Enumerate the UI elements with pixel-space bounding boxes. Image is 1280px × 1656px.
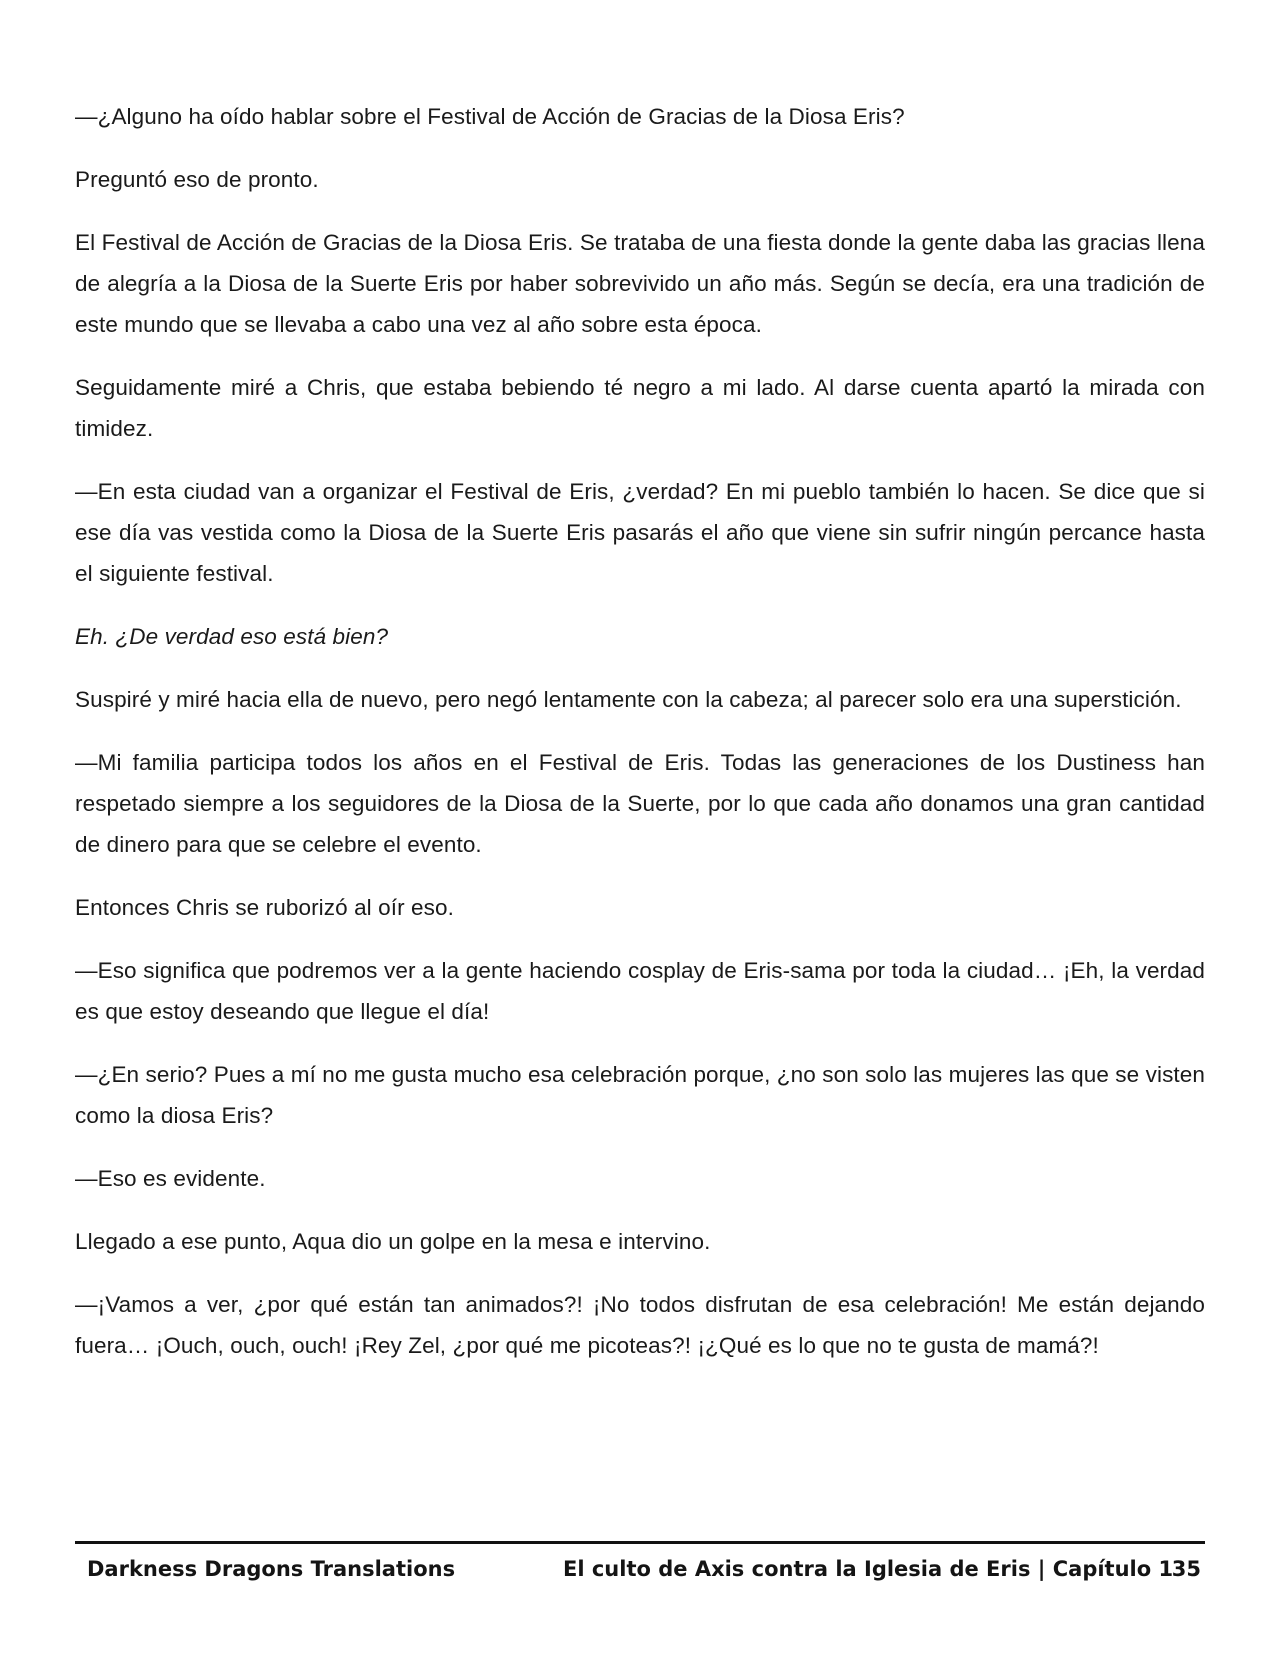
footer-divider xyxy=(75,1541,1205,1544)
paragraph: —¿Alguno ha oído hablar sobre el Festival de Acción de Gracias de la Diosa Eris? xyxy=(75,104,905,129)
paragraph: —Mi familia participa todos los años en el Festival de Eris. Todas las generaciones de los Dustiness han respetado siempre a los seguidores de la Diosa de la Suerte, por lo que cada año donamos una gran cantidad de dinero para que se celebre el evento. xyxy=(75,750,1205,857)
footer-translator-credit: Darkness Dragons Translations xyxy=(87,1557,456,1581)
page-body xyxy=(75,96,1205,1388)
paragraph: Suspiré y miré hacia ella de nuevo, pero negó lentamente con la cabeza; al parecer solo era una superstición. xyxy=(75,687,1182,712)
italic-paragraph: Eh. ¿De verdad eso está bien? xyxy=(75,624,389,649)
paragraph: Entonces Chris se ruborizó al oír eso. xyxy=(75,895,454,920)
page-footer xyxy=(75,1551,1205,1591)
paragraph: El Festival de Acción de Gracias de la Diosa Eris. Se trataba de una fiesta donde la gente daba las gracias llena de alegría a la Diosa de la Suerte Eris por haber sobrevivido un año más. Según se decía, era una tradición de este mundo que se llevaba a cabo una vez al año sobre esta época. xyxy=(75,230,1205,337)
footer-chapter-title: El culto de Axis contra la Iglesia de Eris | Capítulo 1 xyxy=(563,1557,1174,1581)
paragraph: —Eso es evidente. xyxy=(75,1166,266,1191)
paragraph: —¿En serio? Pues a mí no me gusta mucho esa celebración porque, ¿no son solo las mujeres las que se visten como la diosa Eris? xyxy=(75,1062,1205,1128)
paragraph: Llegado a ese punto, Aqua dio un golpe en la mesa e intervino. xyxy=(75,1229,711,1254)
paragraph: Preguntó eso de pronto. xyxy=(75,167,319,192)
paragraph: —Eso significa que podremos ver a la gente haciendo cosplay de Eris-sama por toda la ciudad… ¡Eh, la verdad es que estoy deseando que llegue el día! xyxy=(75,958,1205,1024)
page-number: 35 xyxy=(1171,1557,1201,1581)
paragraph: —¡Vamos a ver, ¿por qué están tan animados?! ¡No todos disfrutan de esa celebración! Me están dejando fuera… ¡Ouch, ouch, ouch! ¡Rey Zel, ¿por qué me picoteas?! ¡¿Qué es lo que no te gusta de mamá?! xyxy=(75,1292,1205,1358)
paragraph: —En esta ciudad van a organizar el Festival de Eris, ¿verdad? En mi pueblo también lo hacen. Se dice que si ese día vas vestida como la Diosa de la Suerte Eris pasarás el año que viene sin sufrir ningún percance hasta el siguiente festival. xyxy=(75,479,1205,586)
paragraph: Seguidamente miré a Chris, que estaba bebiendo té negro a mi lado. Al darse cuenta apartó la mirada con timidez. xyxy=(75,375,1205,441)
